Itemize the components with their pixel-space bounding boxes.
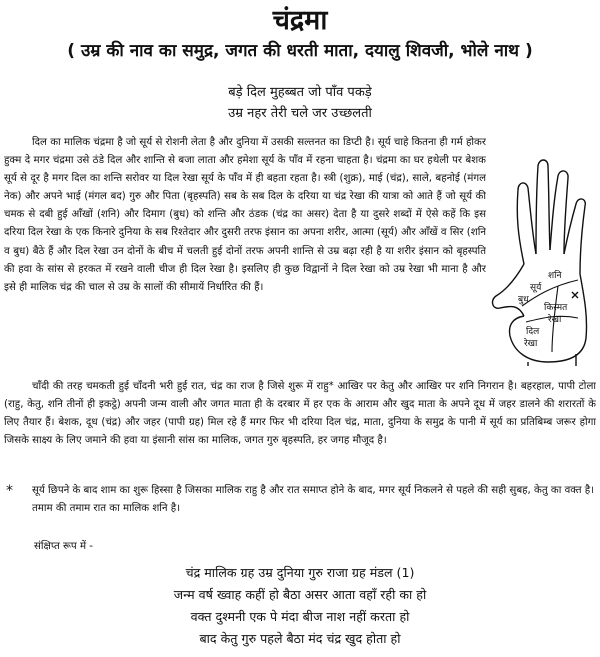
palm-cross-mark — [572, 292, 578, 298]
summary-label: संक्षिप्त रूप में - — [34, 541, 93, 552]
verse-line-4: बाद केतु गुरु पहले बैठा मंद चंद्र खुद होता हो — [199, 631, 401, 646]
paragraph-heart-line — [4, 134, 486, 370]
verse-line-3: वक्त दुश्मनी एक पे मंदा बीज नाश नहीं करता हो — [190, 609, 410, 624]
couplet-line-2: उम्र नहर तेरी चले जर उच्छलती — [228, 106, 372, 121]
verse-block — [0, 562, 600, 650]
footnote-marker: * — [6, 483, 13, 499]
paragraph-moonlit-night — [4, 378, 596, 468]
palm-label-kismat: किस्मत — [544, 303, 568, 313]
couplet-line-1: बड़े दिल मुहब्बत जो पाँव पकड़े — [228, 85, 372, 100]
verse-line-2: जन्म वर्ष ख्वाह कहीं हो बैठा असर आता वहाँ रही का हो — [173, 587, 427, 602]
palm-label-dil: दिल — [526, 327, 540, 337]
palm-diagram — [488, 146, 600, 366]
palm-label-surya: सूर्य — [530, 283, 542, 293]
page-title: चंद्रमा — [272, 5, 328, 36]
palm-label-budh: बुध — [518, 295, 529, 305]
palm-label-rekha-2: रेखा — [524, 339, 538, 349]
footnote — [6, 482, 596, 518]
palm-label-shani: शनि — [548, 271, 562, 281]
palm-label-rekha-1: रेखा — [548, 315, 562, 325]
page-subtitle: ( उम्र की नाव का समुद्र, जगत की धरती माता, दयालु शिवजी, भोले नाथ ) — [67, 41, 533, 61]
paragraph-heart-line-text: दिल का मालिक चंद्रमा है जो सूर्य से रोशनी लेता है और दुनिया में उसकी सल्तनत का डिप्टी है। सूर्य चाहे कितना ही गर्म होकर हुक्म दे मगर चंद्रमा उसे ठंडे दिल और शान्ति से बजा लाता और हमेशा सूर्य के पाँव में रहना चाहता है। चंद्रमा का घर हथेली पर बेशक सूर्य से दूर है मगर दिल का शन्ति सरोवर या दिल रेखा सूर्य के पाँव में ही बहता रहता है। स्त्री (शुक्र), माई (चंद्र), साले, बहनोई (मंगल नेक) और अपने भाई (मंगल बद) गुरु और पिता (बृहस्पति) सब के सब दिल के दरिया या चंद्र रेखा की यात्रा को आते हैं जो सूर्य की चमक से दबी हुई आँखों (शनि) और दिमाग (बुध) को शन्ति और ठंडक (चंद्र का असर) देता है या दुसरे शब्दों में ऐसे कहें कि इस दरिया दिल रेखा के एक किनारे दुनिया के सब रिश्तेदार और दुसरी तरफ इंसान का अपना शरीर, आत्मा (सूर्य) और आँखें व सिर (शनि व बुध) बैठे हैं और दिल रेखा उन दोनों के बीच में चलती हुई दोनों तरफ अपनी शान्ति से उम्र बढ़ा रही है या शरीर इंसान को बृहस्पति की हवा के सांस से हरकत में रखने वाली चीज ही दिल रेखा है। इसलिए ही कुछ विद्वानों ने दिल रेखा को उम्र रेखा भी माना है और इसे ही मालिक चंद्र की चाल से उम्र के सालों की सीमायें निर्धारित की हैं। — [4, 137, 486, 293]
footnote-text: सूर्य छिपने के बाद शाम का शुरू हिस्सा है जिसका मालिक राहु है और रात समाप्त होने के बाद, मगर सूर्य निकलने से पहले की सही सुबह, केतु का वक्त है। तमाम की तमाम रात का मालिक शनि है। — [32, 485, 595, 514]
paragraph-moonlit-night-text: चाँदी की तरह चमकती हुई चाँदनी भरी हुई रात, चंद्र का राज है जिसे शुरू में राहु* आखिर पर केतु और आखिर पर शनि निगरान है। बहरहाल, पापी टोला (राहु, केतु, शनि तीनों ही इकट्ठे) अपनी जन्म वाली और जगत माता ही के दरबार में हर एक के आराम और खुद माता के अपने दूध में जहर डालने की शरारतों के लिए तैयार हैं। बेशक, दूध (चंद्र) और जहर (पापी ग्रह) मिल रहे हैं मगर फिर भी दरिया दिल चंद्र, माता, दुनिया के समुद्र के पानी में सूर्य का प्रतिबिम्ब जरूर होगा जिसके साक्ष्य के लिए जमाने की हवा या इंसानी सांस का मालिक, जगत गुरु बृहस्पति, हर जगह मौजूद है। — [4, 381, 596, 447]
verse-line-1: चंद्र मालिक ग्रह उम्र दुनिया गुरु राजा ग्रह मंडल (1) — [185, 565, 415, 580]
